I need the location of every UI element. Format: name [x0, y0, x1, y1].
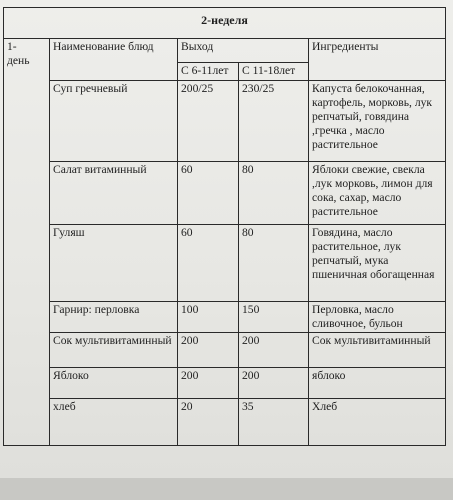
page-bottom-edge: [0, 478, 453, 500]
dish-name: Суп гречневый: [50, 81, 178, 162]
week-title: 2-неделя: [4, 8, 446, 39]
dish-name: Гуляш: [50, 225, 178, 302]
header-ingredients: Ингредиенты: [309, 39, 446, 81]
header-age-11-18: С 11-18лет: [239, 63, 309, 81]
yield-6-11: 60: [178, 225, 239, 302]
yield-11-18: 230/25: [239, 81, 309, 162]
table-row: [4, 162, 446, 225]
yield-11-18: 35: [239, 399, 309, 446]
ingredients: Говядина, масло растительное, лук репчатый, мука пшеничная обогащенная: [309, 225, 446, 302]
yield-6-11: 200: [178, 333, 239, 368]
yield-6-11: 200: [178, 368, 239, 399]
yield-11-18: 80: [239, 225, 309, 302]
header-row: [4, 39, 446, 63]
table-row: [4, 368, 446, 399]
yield-11-18: 150: [239, 302, 309, 333]
header-dish: Наименование блюд: [50, 39, 178, 81]
header-yield: Выход: [178, 39, 309, 63]
header-age-6-11: С 6-11лет: [178, 63, 239, 81]
dish-name: хлеб: [50, 399, 178, 446]
menu-table: [3, 7, 446, 446]
table-row: [4, 225, 446, 302]
yield-6-11: 20: [178, 399, 239, 446]
ingredients: яблоко: [309, 368, 446, 399]
table-row: [4, 81, 446, 162]
yield-11-18: 80: [239, 162, 309, 225]
yield-11-18: 200: [239, 333, 309, 368]
ingredients: Яблоки свежие, свекла ,лук морковь, лимон для сока, сахар, масло растительное: [309, 162, 446, 225]
table-row: [4, 399, 446, 446]
ingredients: Капуста белокочанная, картофель, морковь, лук репчатый, говядина ,гречка , масло растительное: [309, 81, 446, 162]
yield-6-11: 100: [178, 302, 239, 333]
dish-name: Сок мультивитаминный: [50, 333, 178, 368]
ingredients: Сок мультивитаминный: [309, 333, 446, 368]
day-label: 1- день: [4, 39, 50, 446]
ingredients: Перловка, масло сливочное, бульон: [309, 302, 446, 333]
yield-6-11: 200/25: [178, 81, 239, 162]
dish-name: Салат витаминный: [50, 162, 178, 225]
table-row: [4, 302, 446, 333]
title-row: [4, 8, 446, 39]
yield-11-18: 200: [239, 368, 309, 399]
dish-name: Гарнир: перловка: [50, 302, 178, 333]
ingredients: Хлеб: [309, 399, 446, 446]
yield-6-11: 60: [178, 162, 239, 225]
dish-name: Яблоко: [50, 368, 178, 399]
table-row: [4, 333, 446, 368]
